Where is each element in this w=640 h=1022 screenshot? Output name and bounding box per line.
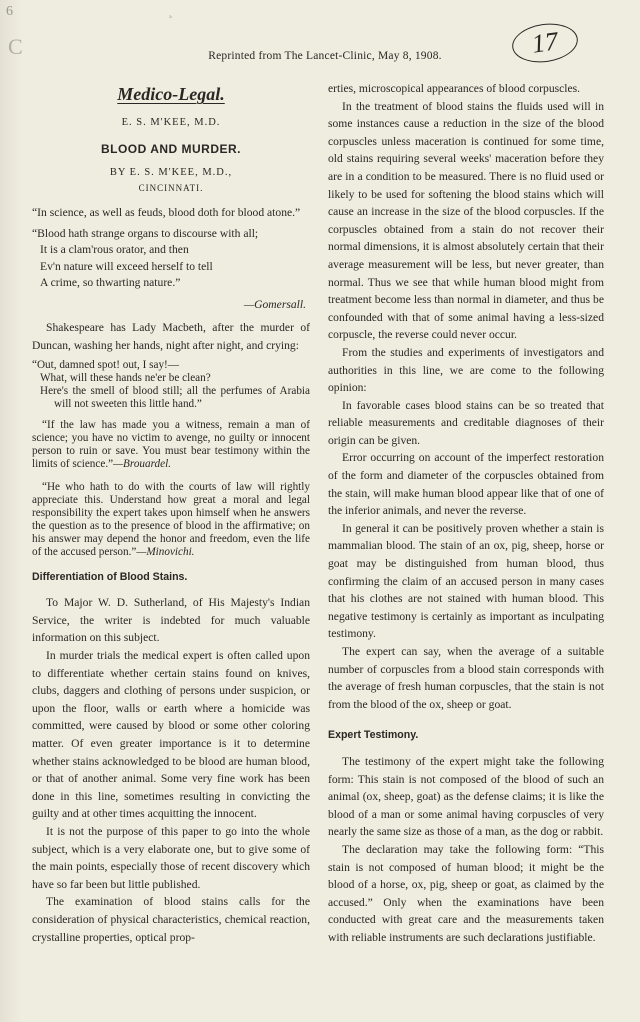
continued-paragraph: erties, microscopical appearances of blood corpuscles. — [328, 82, 581, 95]
murder-trials-paragraph: In murder trials the medical expert is often called upon to differentiate whether certain stains found on knives, clubs, daggers and clothing of persons under suspicion, or upon the floor, walls or earth where a homicide was committed, were caused by blood or some other coloring matter. Of even greater importance is it to determine whether stains acknowledged to be blood are human blood, or that of another animal. Some very fine work has been done in this line, sometimes resulting in convicting the guilty and at other times acquitting the innocent. — [32, 649, 310, 821]
purpose-paragraph: It is not the purpose of this paper to go into the whole subject, which is a very elaborate one, but to give some of the main points, especially those of recent discovery which have so far been but little published. — [32, 824, 310, 891]
section-author: E. S. M'KEE, M.D. — [121, 116, 221, 128]
ink-blot-mark: ¸ — [168, 4, 173, 19]
treatment-paragraph: In the treatment of blood stains the fluids used will in some instances cause a reduction in the size of the blood corpuscles unless maceration is continued for some time, old stains requiring several weeks' maceration before they are in a condition to be measured. There is no fluid used or likely to be used for softening the blood stains which will cause an increase in the size of the blood corpuscles. If the corpuscles obtained from a stain do not recover their normal dimensions, it is almost absolutely certain that their average measurement will be less, but never greater, than normal. Thus we see that while human blood might from treatment become less than normal in diameter, and thus be confounded with that of some animal having a less-sized corpuscle, the reverse could never occur. — [328, 99, 604, 342]
studies-paragraph: From the studies and experiments of investigators and authorities in this line, we are come to the following opinion: — [328, 345, 604, 395]
article-title: BLOOD AND MURDER. — [100, 142, 242, 157]
verse-line: Ev'n nature will exceed herself to tell — [40, 259, 213, 273]
page-edge-shadow — [0, 0, 22, 1022]
left-column — [32, 80, 310, 946]
verse-line: Here's the smell of blood still; all the perfumes of Arabia will not sweeten this little hand.” — [40, 384, 310, 410]
expert-say-paragraph: The expert can say, when the average of a suitable number of corpuscles from a blood stain corresponds with the average of fresh human corpuscles, that the stain is not from the blood of the ox, sheep or goat. — [328, 645, 604, 711]
testimony-paragraph: The testimony of the expert might take the following form: This stain is not composed of the blood of such an animal (ox, sheep, goat) as the defense claims; it is like the blood of a man or some animal having corpuscles of very nearly the same size as those of a man, as the dog or rabbit. — [328, 754, 604, 839]
brouardel-source: —Brouardel. — [113, 457, 171, 470]
brouardel-quote — [32, 419, 310, 471]
verse-line: What, will these hands ne'er be clean? — [40, 371, 211, 384]
handwritten-page-number: 17 — [510, 20, 581, 67]
shakespeare-paragraph: Shakespeare has Lady Macbeth, after the murder of Duncan, washing her hands, night after night, and crying: — [32, 321, 310, 353]
right-column — [328, 80, 604, 947]
article-byline: BY E. S. M'KEE, M.D., — [109, 166, 233, 178]
macbeth-quote — [32, 359, 310, 411]
verse-line: It is a clam'rous orator, and then — [40, 243, 189, 257]
opening-quote: “In science, as well as feuds, blood doth for blood atone.” — [32, 206, 301, 220]
subhead-expert-testimony: Expert Testimony. — [328, 729, 419, 742]
gomersall-verse — [32, 226, 310, 292]
minovichi-text: “He who hath to do with the courts of law will rightly appreciate this. Understand how great a moral and legal responsibility the expert takes upon himself when he answers the question as to the presence of blood in the affirmative; on his answer may depend the honor and freedom, even the life of the accused person.” — [32, 480, 310, 558]
margin-mark-left: C — [8, 34, 23, 59]
sutherland-paragraph: To Major W. D. Sutherland, of His Majesty's Indian Service, the writer is indebted for much valuable information on this subject. — [32, 596, 310, 645]
general-paragraph: In general it can be positively proven whether a stain is mammalian blood. The stain of an ox, pig, sheep, horse or goat may be distinguished from human blood, thus confirming the claim of an accused person in many cases that his clothes are not stained with human blood. This negative testimony is certainly as important as inculpating testimony. — [328, 521, 604, 641]
brouardel-text: “If the law has made you a witness, remain a man of science; you have no victim to avenge, no guilty or innocent person to ruin or save. You must bear testimony within the limits of science.” — [32, 418, 310, 470]
verse-line: “Blood hath strange organs to discourse with all; — [32, 226, 259, 240]
reprint-header: Reprinted from The Lancet-Clinic, May 8, 1908. — [208, 50, 442, 62]
favorable-paragraph: In favorable cases blood stains can be so treated that reliable measurements and creditable diagnoses of their origin can be given. — [328, 398, 604, 447]
minovichi-quote — [32, 481, 310, 559]
article-location: CINCINNATI. — [138, 182, 204, 193]
verse-line: A crime, so thwarting nature.” — [40, 276, 181, 290]
verse-line: “Out, damned spot! out, I say!— — [32, 358, 179, 371]
subhead-differentiation: Differentiation of Blood Stains. — [32, 570, 188, 583]
margin-mark-top: 6 — [6, 4, 13, 19]
error-paragraph: Error occurring on account of the imperfect restoration of the form and diameter of the corpuscles obtained from the stain, will make human blood appear like that of one of the inferior animals, and never the reverse. — [328, 451, 604, 518]
examination-paragraph: The examination of blood stains calls for the consideration of physical characteristics, chemical reaction, crystalline properties, optical prop- — [32, 895, 310, 944]
section-title: Medico-Legal. — [117, 84, 225, 104]
minovichi-source: —Minovichi. — [136, 545, 195, 558]
verse-attribution: —Gomersall. — [243, 297, 306, 311]
declaration-paragraph: The declaration may take the following form: “This stain is not composed of human blood; it might be the blood of a horse, ox, pig, sheep or goat, as claimed by the accused.” Only when the examinations have been conducted with great care and the measurements taken with reliable instruments are such declarations justifiable. — [328, 842, 604, 944]
